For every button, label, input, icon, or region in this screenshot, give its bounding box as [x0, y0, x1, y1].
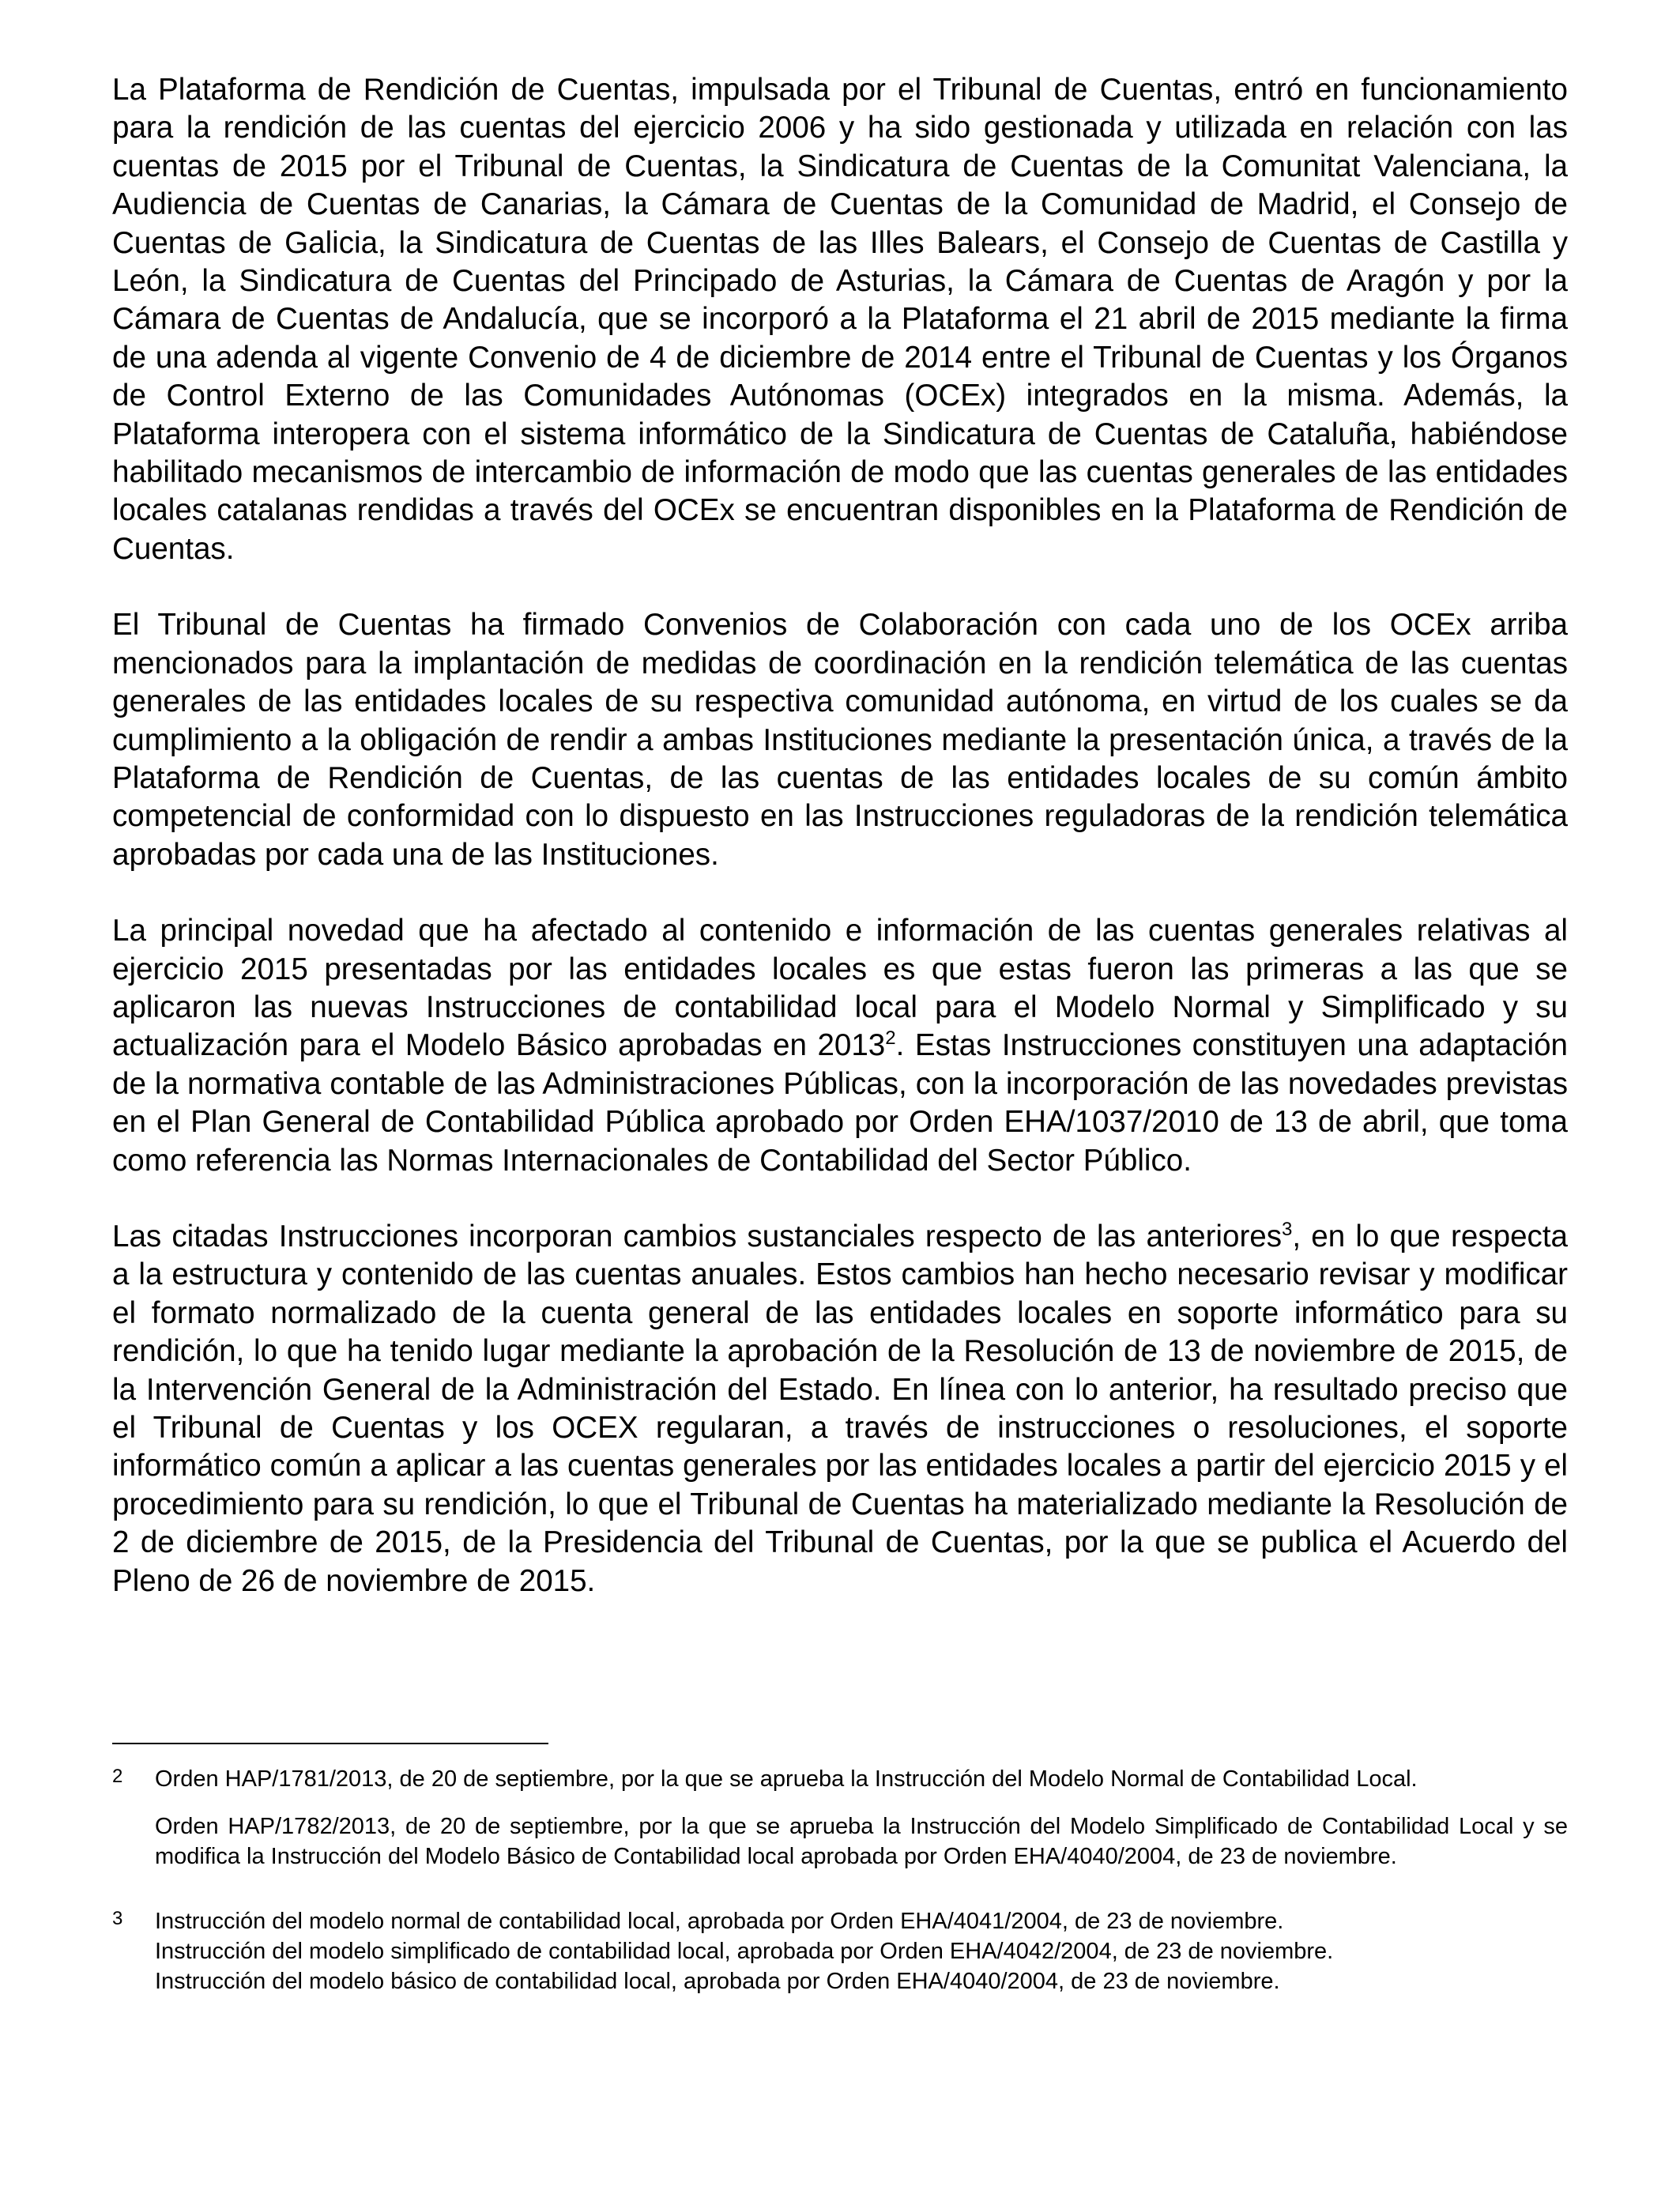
paragraph-instrucciones-text-before: Las citadas Instrucciones incorporan cambios sustanciales respecto de las anteriores	[112, 1219, 1283, 1253]
paragraph-plataforma: La Plataforma de Rendición de Cuentas, impulsada por el Tribunal de Cuentas, entró en funcionamiento para la rendición de las cuentas del ejercicio 2006 y ha sido gestionada y utilizada en relación con las cuentas de 2015 por el Tribunal de Cuentas, la Sindicatura de Cuentas de la Comunitat Valenciana, la Audiencia de Cuentas de Canarias, la Cámara de Cuentas de la Comunidad de Madrid, el Consejo de Cuentas de Galicia, la Sindicatura de Cuentas de las Illes Balears, el Consejo de Cuentas de Castilla y León, la Sindicatura de Cuentas del Principado de Asturias, la Cámara de Cuentas de Aragón y por la Cámara de Cuentas de Andalucía, que se incorporó a la Plataforma el 21 abril de 2015 mediante la firma de una adenda al vigente Convenio de 4 de diciembre de 2014 entre el Tribunal de Cuentas y los Órganos de Control Externo de las Comunidades Autónomas (OCEx) integrados en la misma. Además, la Plataforma interopera con el sistema informático de la Sindicatura de Cuentas de Cataluña, habiéndose habilitado mecanismos de intercambio de información de modo que las cuentas generales de las entidades locales catalanas rendidas a través del OCEx se encuentran disponibles en la Plataforma de Rendición de Cuentas.	[112, 73, 1568, 566]
paragraph-novedad-text-after: . Estas Instrucciones constituyen una adaptación de la normativa contable de las Administraciones Públicas, con la incorporación de las novedades previstas en el Plan General de Contabilidad Pública aprobado por Orden EHA/1037/2010 de 13 de abril, que toma como referencia las Normas Internacionales de Contabilidad del Sector Público.	[112, 1028, 1569, 1178]
footnote-number: 2	[112, 1766, 123, 1787]
footnote-ref-2[interactable]: 2	[885, 1027, 896, 1050]
footnotes	[112, 1764, 1568, 2014]
document-body	[112, 71, 1568, 1600]
paragraph-instrucciones-text-after: , en lo que respecta a la estructura y contenido de las cuentas anuales. Estos cambios han hecho necesario revisar y modificar el formato normalizado de la cuenta general de las entidades locales en soporte informático para su rendición, lo que ha tenido lugar mediante la aprobación de la Resolución de 13 de noviembre de 2015, de la Intervención General de la Administración del Estado. En línea con lo anterior, ha resultado preciso que el Tribunal de Cuentas y los OCEX regularan, a través de instrucciones o resoluciones, el soporte informático común a aplicar a las cuentas generales por las entidades locales a partir del ejercicio 2015 y el procedimiento para su rendición, lo que el Tribunal de Cuentas ha materializado mediante la Resolución de 2 de diciembre de 2015, de la Presidencia del Tribunal de Cuentas, por la que se publica el Acuerdo del Pleno de 26 de noviembre de 2015.	[112, 1219, 1568, 1598]
footnote-number: 3	[112, 1908, 123, 1929]
footnote-body	[155, 1764, 1568, 1889]
footnote-line: Orden HAP/1782/2013, de 20 de septiembre, por la que se aprueba la Instrucción del Modelo Simplificado de Contabilidad Local y se modifica la Instrucción del Modelo Básico de Contabilidad local aprobada por Orden EHA/4040/2004, de 23 de noviembre.	[155, 1814, 1568, 1869]
paragraph-novedad	[112, 912, 1568, 1180]
footnote-3	[112, 1906, 1568, 1996]
footnote-line: Instrucción del modelo simplificado de contabilidad local, aprobada por Orden EHA/4042/2004, de 23 de noviembre.	[155, 1939, 1334, 1964]
paragraph-novedad-text-before: La principal novedad que ha afectado al contenido e información de las cuentas generales relativas al ejercicio 2015 presentadas por las entidades locales es que estas fueron las primeras a las que se aplicaron las nuevas Instrucciones de contabilidad local para el Modelo Normal y Simplificado y su actualización para el Modelo Básico aprobadas en 2013	[112, 914, 1568, 1063]
footnote-line: Orden HAP/1781/2013, de 20 de septiembre, por la que se aprueba la Instrucción del Modelo Normal de Contabilidad Local.	[155, 1766, 1418, 1792]
footnote-line: Instrucción del modelo básico de contabilidad local, aprobada por Orden EHA/4040/2004, de 23 de noviembre.	[155, 1969, 1280, 1994]
footnote-separator	[112, 1743, 548, 1744]
paragraph-instrucciones	[112, 1218, 1568, 1600]
footnote-body	[155, 1906, 1568, 1996]
footnote-line: Instrucción del modelo normal de contabilidad local, aprobada por Orden EHA/4041/2004, de 23 de noviembre.	[155, 1909, 1284, 1934]
paragraph-convenios: El Tribunal de Cuentas ha firmado Convenios de Colaboración con cada uno de los OCEx arriba mencionados para la implantación de medidas de coordinación en la rendición telemática de las cuentas generales de las entidades locales de su respectiva comunidad autónoma, en virtud de los cuales se da cumplimiento a la obligación de rendir a ambas Instituciones mediante la presentación única, a través de la Plataforma de Rendición de Cuentas, de las cuentas de las entidades locales de su común ámbito competencial de conformidad con lo dispuesto en las Instrucciones reguladoras de la rendición telemática aprobadas por cada una de las Instituciones.	[112, 608, 1568, 872]
footnote-2	[112, 1764, 1568, 1889]
footnote-ref-3[interactable]: 3	[1282, 1219, 1293, 1241]
